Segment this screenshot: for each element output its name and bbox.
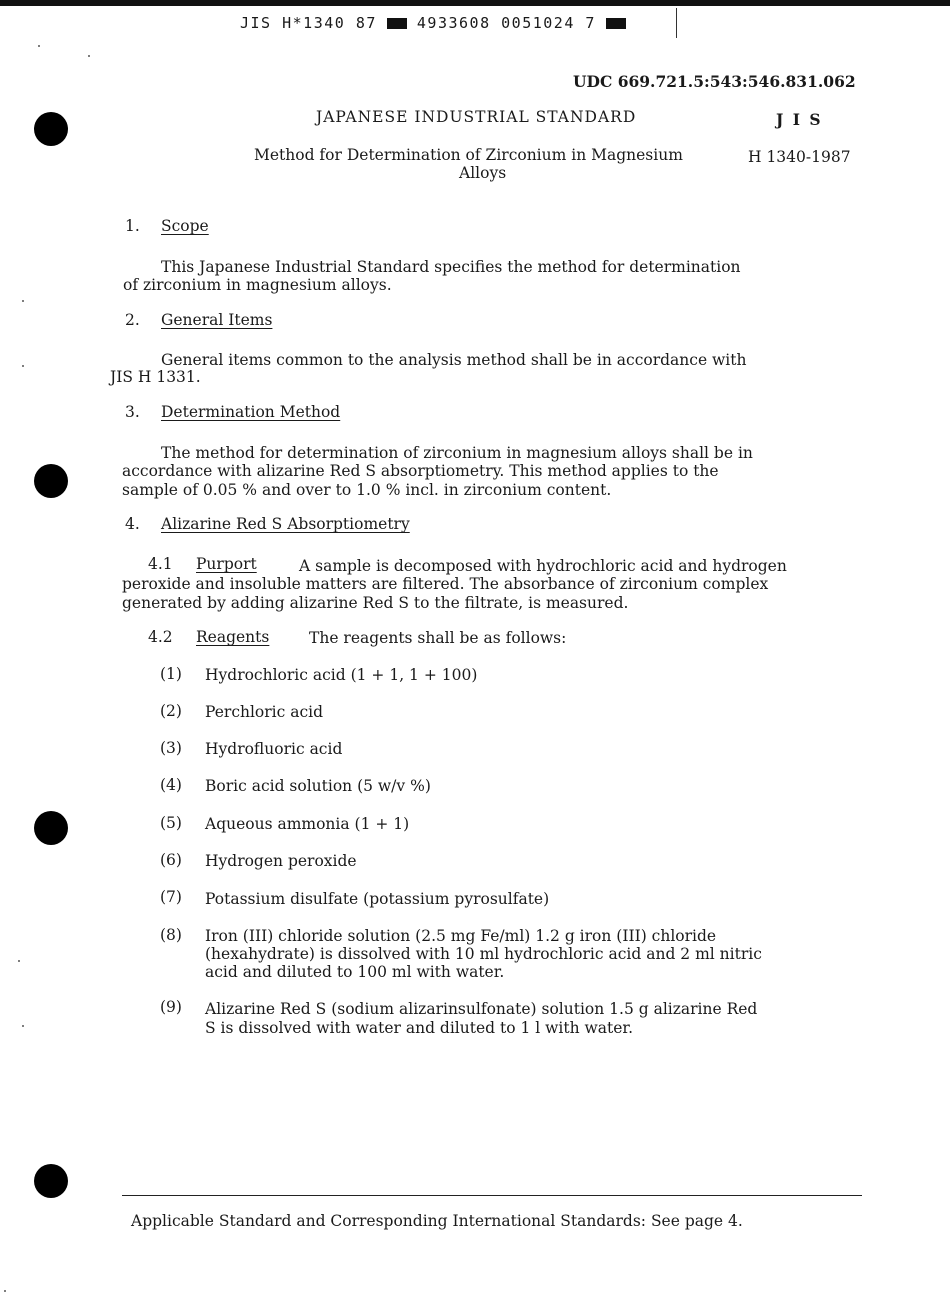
section-3-text-line-2: accordance with alizarine Red S absorptiometry. This method applies to the — [122, 462, 719, 480]
section-2-number: 2. — [125, 311, 140, 329]
reagent-number: (3) — [160, 739, 182, 757]
section-4-number: 4. — [125, 515, 140, 533]
standard-name: JAPANESE INDUSTRIAL STANDARD — [316, 108, 637, 126]
section-1-text-line-2: of zirconium in magnesium alloys. — [123, 276, 392, 294]
footer-divider — [122, 1195, 862, 1196]
punch-hole — [34, 464, 68, 498]
reagent-item: Aqueous ammonia (1 + 1) — [205, 815, 410, 833]
subsection-4-2-number: 4.2 — [148, 628, 173, 646]
section-3-text-line-3: sample of 0.05 % and over to 1.0 % incl. in zirconium content. — [122, 481, 612, 499]
section-4-heading: Alizarine Red S Absorptiometry — [161, 515, 410, 533]
scan-speck — [22, 365, 24, 367]
jis-mark: J I S — [776, 110, 823, 129]
reagent-number: (4) — [160, 776, 182, 794]
reagent-item-line-1: Iron (III) chloride solution (2.5 mg Fe/ml) 1.2 g iron (III) chloride — [205, 927, 717, 945]
header-divider — [676, 8, 677, 38]
reagent-item-line-2: S is dissolved with water and diluted to 1 l with water. — [205, 1019, 634, 1037]
standard-number: H 1340-1987 — [748, 148, 851, 166]
section-3-text-line-1: The method for determination of zirconium in magnesium alloys shall be in — [161, 444, 753, 462]
scan-speck — [22, 300, 24, 302]
subsection-4-1-heading: Purport — [196, 555, 257, 573]
code-right: 4933608 0051024 7 — [416, 14, 596, 32]
title-line-1: Method for Determination of Zirconium in Magnesium — [254, 146, 683, 164]
punch-hole — [34, 811, 68, 845]
section-1-text-line-1: This Japanese Industrial Standard specifies the method for determination — [161, 258, 741, 276]
purport-text-line-1: A sample is decomposed with hydrochloric acid and hydrogen — [299, 557, 787, 575]
subsection-4-2-heading: Reagents — [196, 628, 270, 646]
section-3-number: 3. — [125, 403, 140, 421]
reagent-number: (5) — [160, 814, 182, 832]
section-3-heading: Determination Method — [161, 403, 341, 421]
document-control-code — [240, 14, 636, 32]
section-1-number: 1. — [125, 217, 140, 235]
reagent-item: Hydrogen peroxide — [205, 852, 357, 870]
reagent-number: (2) — [160, 702, 182, 720]
footer-note: Applicable Standard and Corresponding International Standards: See page 4. — [131, 1212, 743, 1230]
title-line-2: Alloys — [459, 164, 507, 182]
code-left: JIS H*1340 87 — [240, 14, 377, 32]
reagent-number: (9) — [160, 998, 182, 1016]
reagent-item: Hydrochloric acid (1 + 1, 1 + 100) — [205, 666, 478, 684]
punch-hole — [34, 112, 68, 146]
reagent-item: Perchloric acid — [205, 703, 324, 721]
reagent-item: Boric acid solution (5 w/v %) — [205, 777, 431, 795]
section-2-text-line-1: General items common to the analysis method shall be in accordance with — [161, 351, 747, 369]
reagent-item: Hydrofluoric acid — [205, 740, 343, 758]
redaction-block — [387, 18, 407, 29]
reagent-number: (7) — [160, 888, 182, 906]
purport-text-line-2: peroxide and insoluble matters are filtered. The absorbance of zirconium complex — [122, 575, 769, 593]
reagent-number: (1) — [160, 665, 182, 683]
section-2-heading: General Items — [161, 311, 273, 329]
scan-speck — [18, 960, 20, 962]
punch-hole — [34, 1164, 68, 1198]
redaction-block — [606, 18, 626, 29]
reagent-item-line-1: Alizarine Red S (sodium alizarinsulfonate) solution 1.5 g alizarine Red — [205, 1000, 758, 1018]
section-1-heading: Scope — [161, 217, 209, 235]
reagents-intro: The reagents shall be as follows: — [309, 629, 567, 647]
subsection-4-1-number: 4.1 — [148, 555, 173, 573]
udc-code: UDC 669.721.5:543:546.831.062 — [573, 72, 856, 91]
reagent-number: (8) — [160, 926, 182, 944]
scan-speck — [4, 1290, 6, 1292]
scan-speck — [22, 1025, 24, 1027]
reagent-item: Potassium disulfate (potassium pyrosulfate) — [205, 890, 550, 908]
reagent-item-line-2: (hexahydrate) is dissolved with 10 ml hydrochloric acid and 2 ml nitric — [205, 945, 762, 963]
section-2-text-line-2: JIS H 1331. — [110, 368, 201, 386]
reagent-item-line-3: acid and diluted to 100 ml with water. — [205, 963, 505, 981]
scan-speck — [38, 45, 40, 47]
reagent-number: (6) — [160, 851, 182, 869]
purport-text-line-3: generated by adding alizarine Red S to the filtrate, is measured. — [122, 594, 629, 612]
scan-top-border — [0, 0, 950, 6]
scan-speck — [88, 55, 90, 57]
